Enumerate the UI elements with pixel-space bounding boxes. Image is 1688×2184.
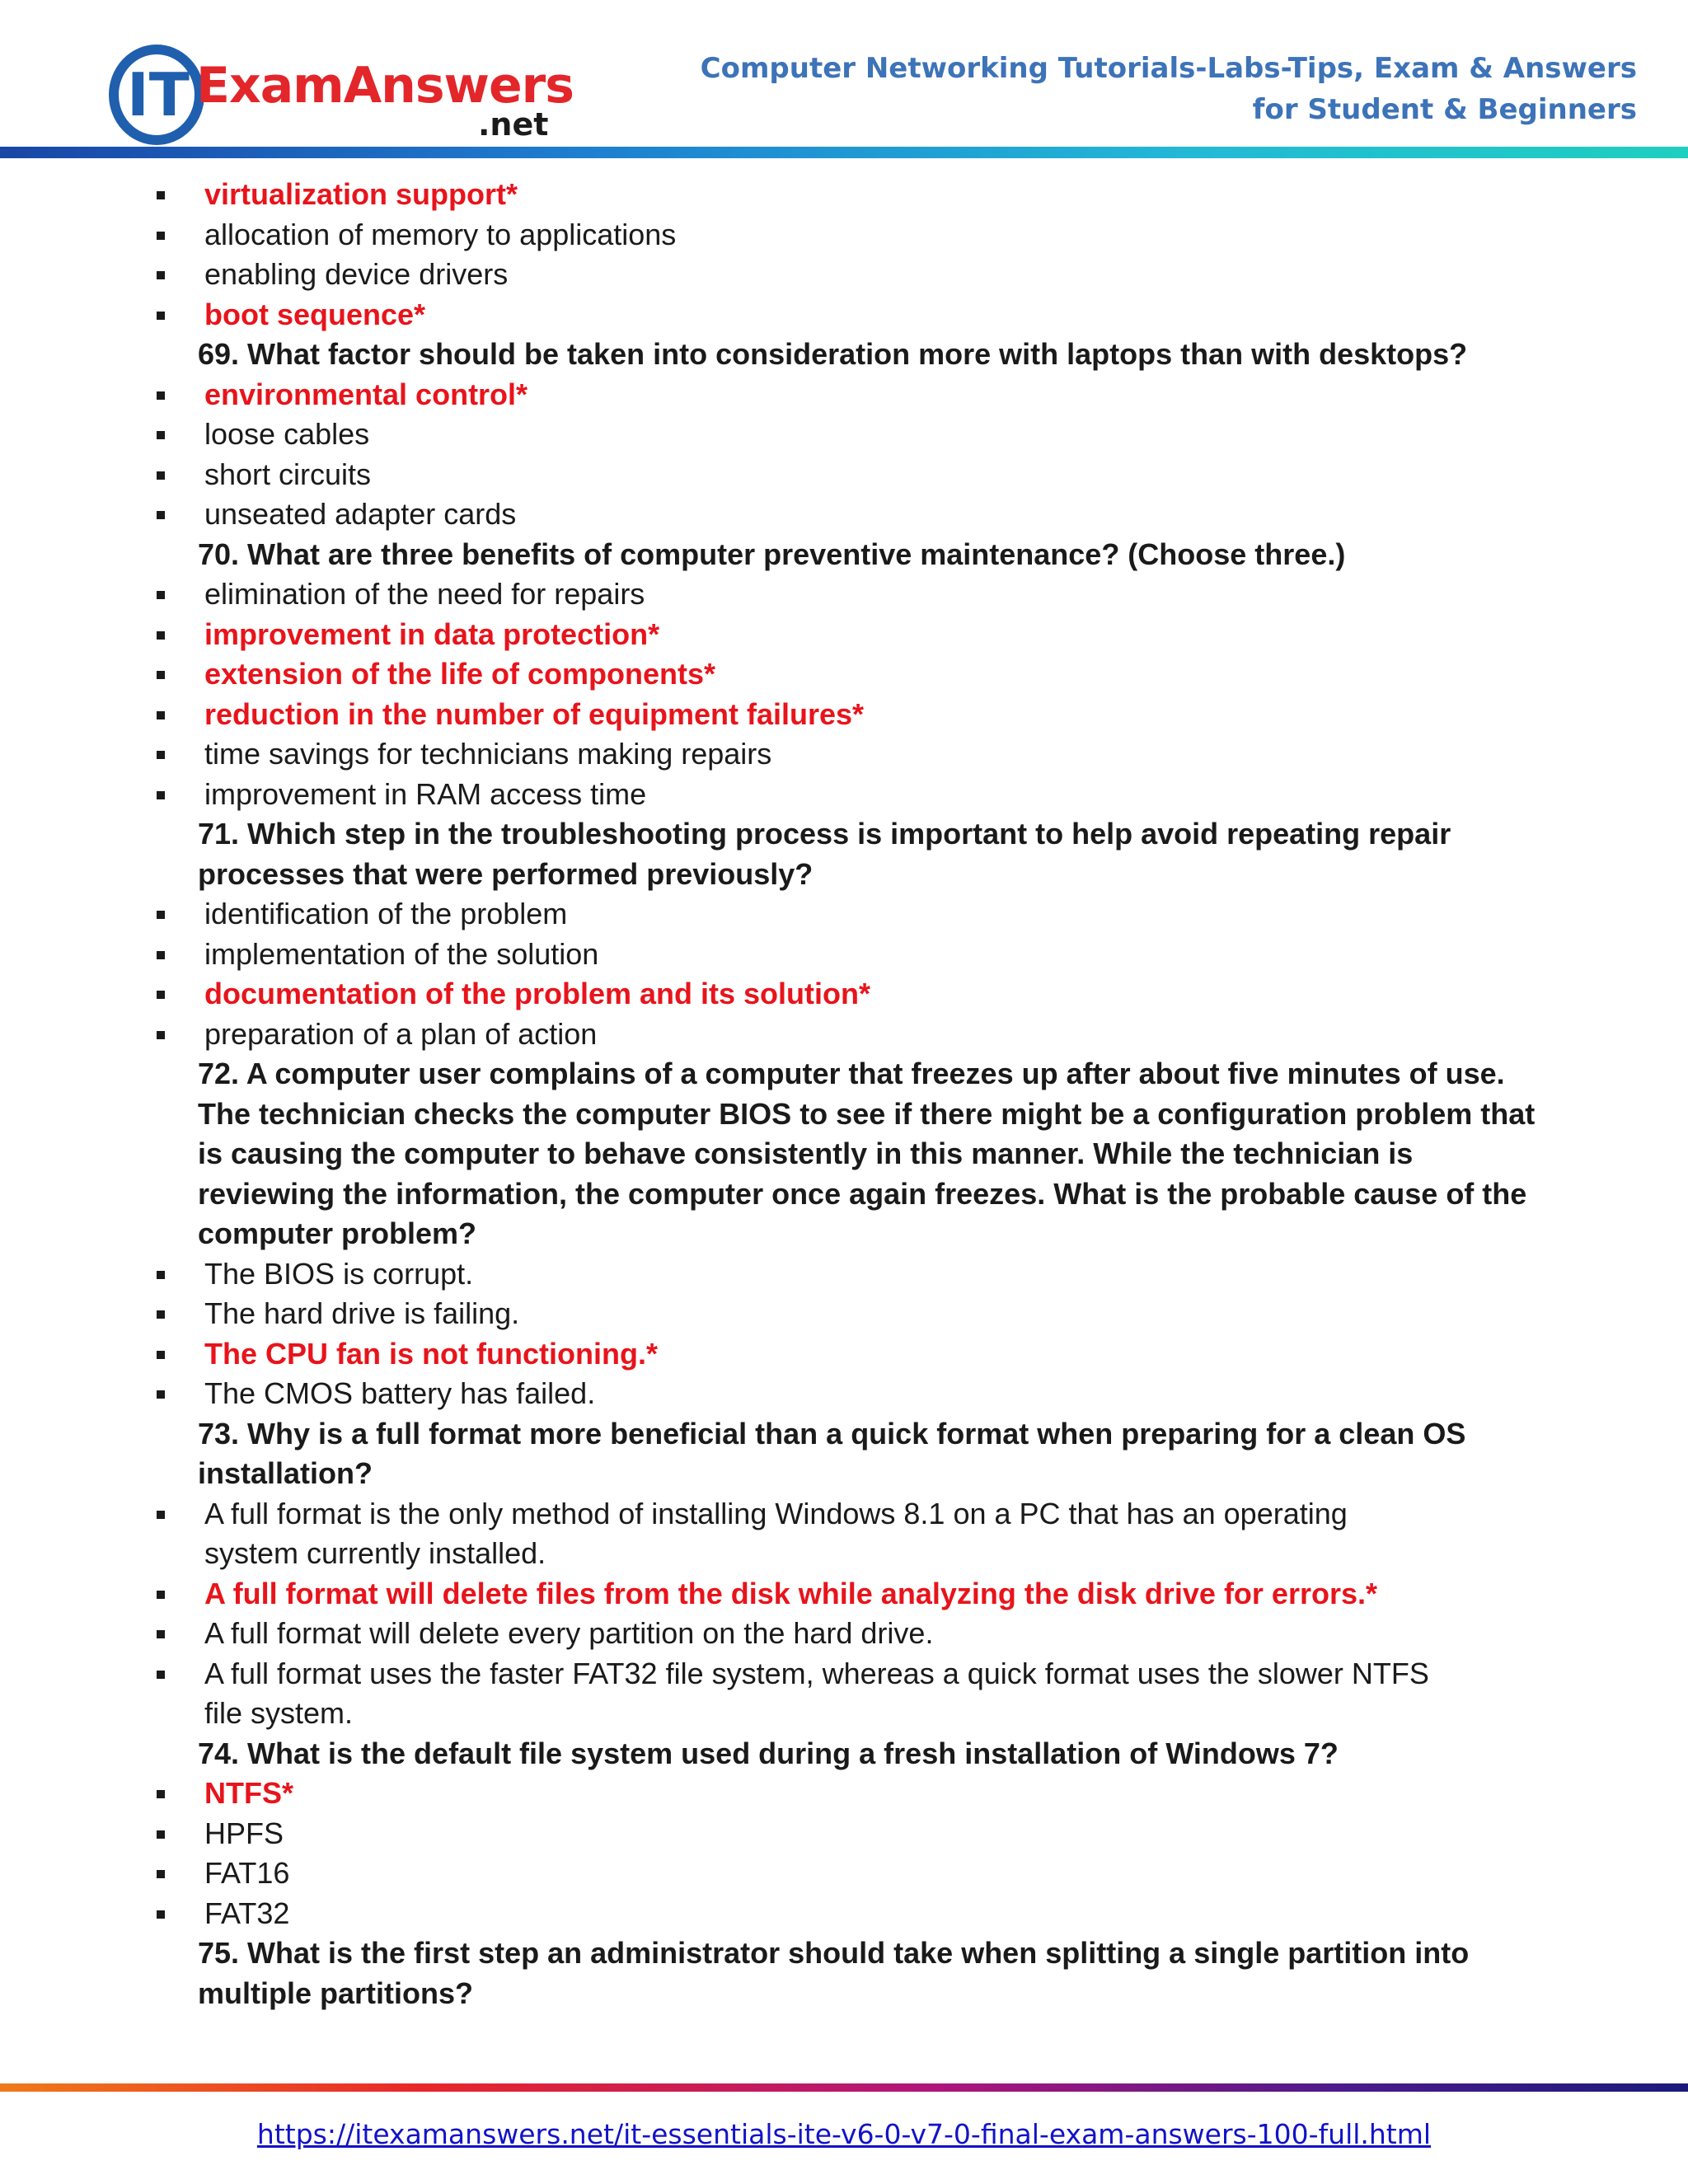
answer-option-correct bbox=[0, 974, 1688, 1015]
answer-option bbox=[0, 1015, 1688, 1055]
question-text bbox=[0, 1933, 1688, 1974]
answer-option bbox=[0, 455, 1688, 495]
exam-content bbox=[0, 175, 1688, 2013]
square-bullet-icon bbox=[157, 391, 165, 400]
line-text: 75. What is the first step an administrator should take when splitting a single partition into bbox=[198, 1936, 1470, 1970]
answer-option bbox=[0, 574, 1688, 615]
question-text bbox=[0, 1414, 1688, 1455]
line-text: 74. What is the default file system used during a fresh installation of Windows 7? bbox=[198, 1736, 1339, 1770]
answer-option-continuation bbox=[0, 1534, 1688, 1574]
square-bullet-icon bbox=[157, 1351, 165, 1359]
tagline-line-1: Computer Networking Tutorials-Labs-Tips, Exam & Answers bbox=[700, 52, 1637, 85]
line-text: 70. What are three benefits of computer preventive maintenance? (Choose three.) bbox=[198, 537, 1346, 571]
tagline-line-2: for Student & Beginners bbox=[1252, 93, 1637, 126]
line-text: allocation of memory to applications bbox=[204, 217, 677, 251]
question-text bbox=[0, 1214, 1688, 1254]
question-text bbox=[0, 335, 1688, 375]
square-bullet-icon bbox=[157, 1630, 165, 1638]
line-text: virtualization support* bbox=[204, 177, 518, 211]
square-bullet-icon bbox=[157, 1310, 165, 1319]
square-bullet-icon bbox=[157, 312, 165, 320]
answer-option-correct bbox=[0, 375, 1688, 415]
answer-option bbox=[0, 1254, 1688, 1295]
answer-option bbox=[0, 1294, 1688, 1334]
line-text: documentation of the problem and its solution* bbox=[204, 977, 870, 1010]
line-text: time savings for technicians making repairs bbox=[204, 737, 772, 771]
line-text: loose cables bbox=[204, 417, 370, 451]
logo-it-letters: IT bbox=[127, 60, 190, 129]
line-text: improvement in data protection* bbox=[204, 616, 660, 651]
square-bullet-icon bbox=[157, 951, 165, 959]
line-text: FAT16 bbox=[204, 1856, 290, 1890]
line-text: 69. What factor should be taken into consideration more with laptops than with desktops? bbox=[198, 337, 1468, 371]
answer-option bbox=[0, 1854, 1688, 1894]
question-text bbox=[0, 1094, 1688, 1135]
line-text: FAT32 bbox=[204, 1896, 290, 1930]
question-text bbox=[0, 814, 1688, 855]
square-bullet-icon bbox=[157, 471, 165, 480]
answer-option-correct bbox=[0, 695, 1688, 735]
line-text: is causing the computer to behave consistently in this manner. While the technician is bbox=[198, 1137, 1414, 1170]
question-text bbox=[0, 855, 1688, 895]
line-text: The BIOS is corrupt. bbox=[204, 1256, 474, 1291]
line-text: installation? bbox=[198, 1456, 373, 1490]
square-bullet-icon bbox=[157, 1870, 165, 1878]
square-bullet-icon bbox=[157, 1271, 165, 1279]
answer-option bbox=[0, 894, 1688, 935]
answer-option bbox=[0, 1494, 1688, 1535]
line-text: unseated adapter cards bbox=[204, 497, 517, 531]
square-bullet-icon bbox=[157, 911, 165, 919]
line-text: A full format is the only method of installing Windows 8.1 on a PC that has an operating bbox=[204, 1496, 1348, 1530]
logo-net-suffix: .net bbox=[478, 106, 549, 143]
line-text: elimination of the need for repairs bbox=[204, 577, 645, 611]
square-bullet-icon bbox=[157, 431, 165, 439]
line-text: The CMOS battery has failed. bbox=[204, 1376, 596, 1410]
question-text bbox=[0, 1454, 1688, 1494]
square-bullet-icon bbox=[157, 751, 165, 759]
line-text: reduction in the number of equipment failures* bbox=[204, 696, 865, 731]
line-text: boot sequence* bbox=[204, 297, 426, 331]
line-text: system currently installed. bbox=[204, 1536, 546, 1570]
answer-option-correct bbox=[0, 615, 1688, 655]
line-text: computer problem? bbox=[198, 1216, 477, 1250]
square-bullet-icon bbox=[157, 1671, 165, 1679]
question-text bbox=[0, 1054, 1688, 1094]
answer-option bbox=[0, 415, 1688, 455]
square-bullet-icon bbox=[157, 1591, 165, 1599]
square-bullet-icon bbox=[157, 1511, 165, 1519]
line-text: The CPU fan is not functioning.* bbox=[204, 1336, 658, 1371]
line-text: The hard drive is failing. bbox=[204, 1296, 520, 1330]
square-bullet-icon bbox=[157, 1910, 165, 1919]
footer-divider bbox=[0, 2083, 1688, 2092]
square-bullet-icon bbox=[157, 191, 165, 199]
square-bullet-icon bbox=[157, 591, 165, 599]
site-logo[interactable] bbox=[107, 33, 574, 148]
answer-option-correct bbox=[0, 654, 1688, 695]
line-text: reviewing the information, the computer once again freezes. What is the probable cause of the bbox=[198, 1176, 1527, 1211]
question-text bbox=[0, 1974, 1688, 2014]
line-text: A full format uses the faster FAT32 file system, whereas a quick format uses the slower NTFS bbox=[204, 1656, 1429, 1690]
answer-option-correct bbox=[0, 1334, 1688, 1375]
answer-option bbox=[0, 494, 1688, 535]
line-text: multiple partitions? bbox=[198, 1975, 474, 2010]
answer-option-continuation bbox=[0, 1694, 1688, 1734]
logo-it-emblem-icon bbox=[107, 33, 206, 148]
square-bullet-icon bbox=[157, 232, 165, 240]
line-text: preparation of a plan of action bbox=[204, 1016, 598, 1051]
question-text bbox=[0, 535, 1688, 575]
line-text: A full format will delete files from the disk while analyzing the disk drive for errors.* bbox=[204, 1576, 1378, 1610]
question-text bbox=[0, 1134, 1688, 1174]
question-text bbox=[0, 1174, 1688, 1215]
line-text: 72. A computer user complains of a computer that freezes up after about five minutes of use. bbox=[198, 1057, 1505, 1090]
line-text: HPFS bbox=[204, 1816, 284, 1850]
answer-option bbox=[0, 734, 1688, 775]
page-header bbox=[0, 0, 1688, 161]
answer-option bbox=[0, 935, 1688, 975]
answer-option-correct bbox=[0, 1774, 1688, 1814]
answer-option bbox=[0, 1614, 1688, 1654]
line-text: A full format will delete every partition on the hard drive. bbox=[204, 1616, 934, 1650]
square-bullet-icon bbox=[157, 1790, 165, 1798]
answer-option bbox=[0, 215, 1688, 255]
square-bullet-icon bbox=[157, 271, 165, 279]
line-text: enabling device drivers bbox=[204, 257, 509, 291]
square-bullet-icon bbox=[157, 671, 165, 679]
answer-option bbox=[0, 1654, 1688, 1694]
logo-wordmark: ExamAnswers bbox=[196, 57, 574, 115]
square-bullet-icon bbox=[157, 511, 165, 519]
answer-option-correct bbox=[0, 175, 1688, 215]
line-text: environmental control* bbox=[204, 377, 528, 411]
answer-option-correct bbox=[0, 1574, 1688, 1615]
square-bullet-icon bbox=[157, 1031, 165, 1039]
footer-source-link[interactable]: https://itexamanswers.net/it-essentials-ite-v6-0-v7-0-final-exam-answers-100-full.html bbox=[256, 2118, 1432, 2150]
question-text bbox=[0, 1734, 1688, 1774]
answer-option bbox=[0, 255, 1688, 295]
answer-option-correct bbox=[0, 295, 1688, 335]
line-text: short circuits bbox=[204, 457, 372, 491]
line-text: The technician checks the computer BIOS to see if there might be a configuration problem that bbox=[198, 1096, 1536, 1131]
square-bullet-icon bbox=[157, 631, 165, 640]
square-bullet-icon bbox=[157, 1390, 165, 1399]
header-divider bbox=[0, 147, 1688, 158]
answer-option bbox=[0, 1894, 1688, 1934]
square-bullet-icon bbox=[157, 991, 165, 999]
line-text: NTFS* bbox=[204, 1776, 293, 1810]
line-text: implementation of the solution bbox=[204, 936, 599, 971]
header-tagline bbox=[701, 48, 1637, 130]
line-text: identification of the problem bbox=[204, 897, 568, 930]
answer-option bbox=[0, 1814, 1688, 1854]
line-text: 71. Which step in the troubleshooting process is important to help avoid repeating repair bbox=[198, 817, 1451, 851]
square-bullet-icon bbox=[157, 711, 165, 719]
line-text: extension of the life of components* bbox=[204, 657, 716, 691]
square-bullet-icon bbox=[157, 791, 165, 799]
line-text: improvement in RAM access time bbox=[204, 776, 647, 811]
line-text: 73. Why is a full format more beneficial than a quick format when preparing for a clean OS bbox=[198, 1416, 1466, 1451]
line-text: file system. bbox=[204, 1696, 354, 1730]
square-bullet-icon bbox=[157, 1830, 165, 1839]
line-text: processes that were performed previously? bbox=[198, 856, 814, 891]
answer-option bbox=[0, 775, 1688, 815]
answer-option bbox=[0, 1374, 1688, 1414]
